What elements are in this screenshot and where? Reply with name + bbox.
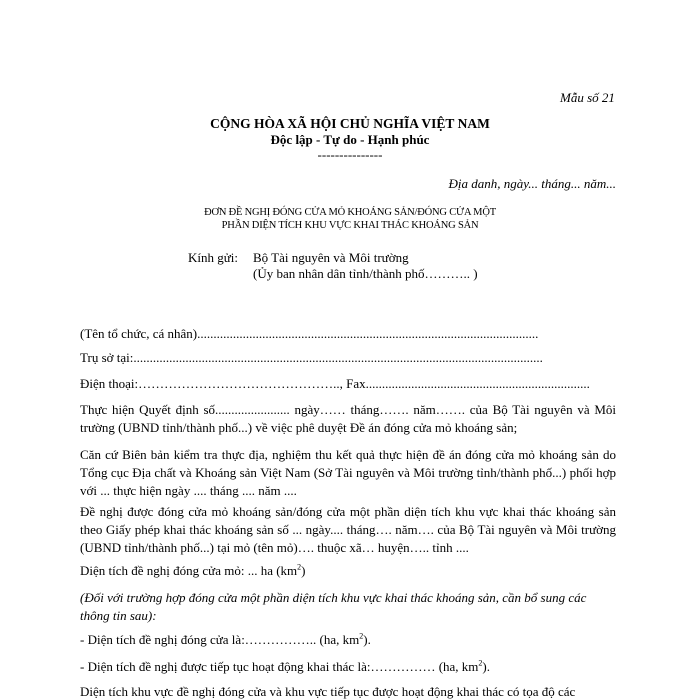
area-close-end: ).: [363, 632, 371, 647]
motto: Độc lập - Tự do - Hạnh phúc: [270, 132, 430, 147]
coordinates-line: Diện tích khu vực đề nghị đóng cửa và khu vực tiếp tục được hoạt động khai thác có tọa độ các: [80, 684, 576, 699]
area-main-sup: 2: [297, 562, 302, 572]
area-continue-text: - Diện tích đề nghị được tiếp tục hoạt động khai thác là:…………… (ha, km: [80, 659, 479, 674]
area-continue-sup: 2: [478, 658, 483, 668]
decision-paragraph: Thực hiện Quyết định số....................... ngày…… tháng……. năm……. của Bộ Tài nguyên và Môi trường (UBND tỉnh/thành phố...) về việc phê duyệt Đề án đóng cửa mỏ khoáng sản;: [80, 402, 616, 435]
area-close-text: - Diện tích đề nghị đóng cửa là:…………….. (ha, km: [80, 632, 360, 647]
form-number: Mẫu số 21: [560, 90, 615, 105]
document-title-line1: ĐƠN ĐỀ NGHỊ ĐÓNG CỬA MỎ KHOÁNG SẢN/ĐÓNG CỬA MỘT: [204, 207, 496, 218]
place-date: Địa danh, ngày... tháng... năm...: [448, 176, 616, 191]
org-name-field: (Tên tổ chức, cá nhân).........................................................................................................: [80, 326, 539, 341]
area-main-line: [80, 563, 306, 579]
recipient-line1: Bộ Tài nguyên và Môi trường: [253, 250, 409, 265]
inspection-paragraph: Căn cứ Biên bản kiểm tra thực địa, nghiệm thu kết quả thực hiện đề án đóng cửa mỏ khoáng sản do Tổng cục Địa chất và Khoáng sản Việt Nam (Sở Tài nguyên và Môi trường tỉnh/thành phố...) phối hợp với ... thực hiện ngày .... tháng .... năm ....: [80, 447, 616, 498]
area-main-text: Diện tích đề nghị đóng cửa mỏ: ... ha (km: [80, 563, 298, 578]
request-paragraph: Đề nghị được đóng cửa mỏ khoáng sản/đóng cửa một phần diện tích khu vực khai thác khoáng sản theo Giấy phép khai thác khoáng sản số ... ngày.... tháng…. năm…. của Bộ Tài nguyên và Môi trường (UBND tỉnh/thành phố...) tại mỏ (tên mỏ)…. thuộc xã… huyện….. tỉnh ....: [80, 504, 616, 555]
partial-closure-note: (Đối với trường hợp đóng cửa một phần diện tích khu vực khai thác khoáng sản, cần bổ sung các thông tin sau):: [80, 590, 587, 623]
area-main-end: ): [301, 563, 306, 578]
area-close-sup: 2: [359, 631, 364, 641]
address-field: Trụ sở tại:..............................................................................................................................: [80, 350, 543, 365]
nation-heading: CỘNG HÒA XÃ HỘI CHỦ NGHĨA VIỆT NAM: [210, 116, 490, 131]
phone-fax-field: Điện thoại:……………………………………….., Fax.....................................................................: [80, 376, 590, 391]
area-continue-end: ).: [482, 659, 491, 674]
separator: ---------------: [317, 147, 383, 162]
document-title-line2: PHẦN DIỆN TÍCH KHU VỰC KHAI THÁC KHOÁNG SẢN: [221, 220, 479, 231]
area-close-line: [80, 632, 371, 648]
recipient-line2: (Ủy ban nhân dân tỉnh/thành phố……….. ): [253, 266, 478, 281]
recipient-label: Kính gửi:: [188, 250, 239, 265]
area-continue-line: [80, 659, 490, 675]
